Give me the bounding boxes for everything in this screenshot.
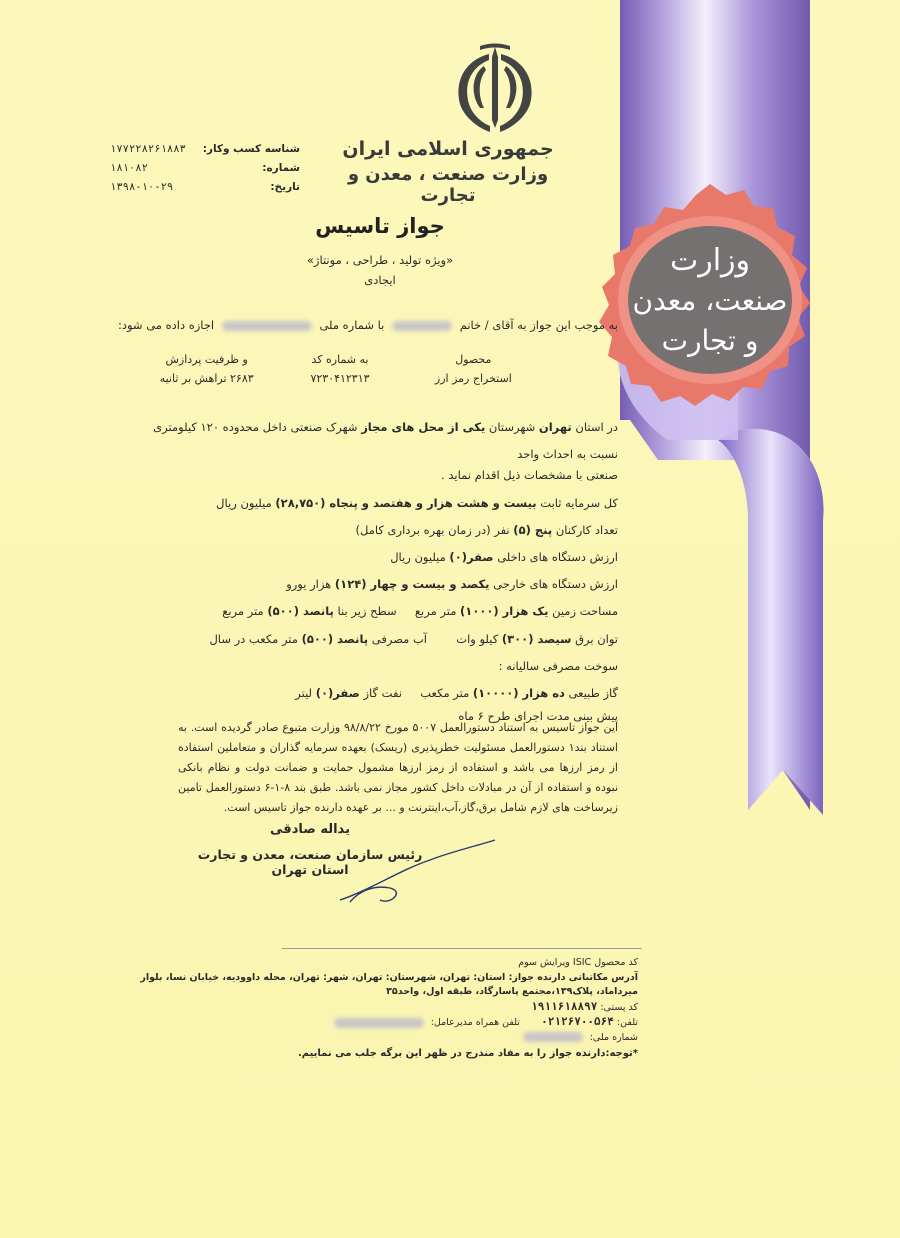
capital-line bbox=[138, 490, 618, 517]
grant-prefix: به موجب این جواز به آقای / خانم bbox=[459, 318, 618, 332]
domestic-unit: میلیون ریال bbox=[390, 550, 446, 565]
land-value: یک هزار (۱۰۰۰) bbox=[460, 604, 549, 619]
iran-emblem-icon bbox=[440, 42, 550, 142]
product-header: محصول bbox=[455, 353, 492, 366]
national-line bbox=[118, 1031, 638, 1046]
oil-unit: لیتر bbox=[295, 686, 313, 701]
power-line bbox=[138, 626, 618, 653]
postal-label: کد پستی: bbox=[600, 1001, 638, 1013]
location-line-2: صنعتی با مشخصات ذیل اقدام نماید . bbox=[441, 468, 618, 483]
domestic-label: ارزش دستگاه های داخلی bbox=[497, 550, 618, 565]
postal-line bbox=[118, 1000, 638, 1016]
foreign-unit: هزار یورو bbox=[286, 577, 332, 592]
land-label: مساحت زمین bbox=[552, 604, 618, 619]
location-text-1: در استان bbox=[575, 420, 618, 434]
postal-value: ۱۹۱۱۶۱۸۸۹۷ bbox=[531, 999, 598, 1013]
grant-sentence bbox=[118, 318, 618, 332]
republic-title: جمهوری اسلامی ایران bbox=[342, 138, 554, 160]
building-label: سطح زیر بنا bbox=[337, 604, 397, 619]
phone-value: ۰۲۱۲۶۷۰۰۵۶۴ bbox=[541, 1015, 614, 1028]
signature-block bbox=[180, 822, 440, 877]
seal-line-3: و تجارت bbox=[661, 324, 759, 357]
capital-value: بیست و هشت هزار و هفتصد و پنجاه (۲۸,۷۵۰) bbox=[275, 495, 537, 510]
product-table bbox=[140, 350, 540, 388]
location-text-3: شهرک صنعتی داخل محدوده ۱۲۰ کیلومتری نسبت به احداث واحد bbox=[153, 420, 618, 462]
capacity-column bbox=[140, 350, 273, 388]
province: تهران bbox=[538, 420, 572, 434]
license-details bbox=[138, 414, 618, 730]
phone-label: تلفن: bbox=[616, 1017, 638, 1028]
foreign-label: ارزش دستگاه های خارجی bbox=[493, 577, 618, 592]
foreign-value: یکصد و بیست و چهار (۱۲۴) bbox=[334, 577, 490, 592]
grant-mid: با شماره ملی bbox=[319, 318, 385, 332]
building-unit: متر مربع bbox=[222, 604, 264, 619]
redacted-national-id bbox=[222, 321, 312, 331]
power-label: توان برق bbox=[575, 631, 618, 646]
location-allowed: یکی از محل های مجاز bbox=[361, 420, 486, 434]
address-line: آدرس مکاتباتی دارنده جواز: استان: تهران، شهرستان: تهران، شهر: تهران، محله داوودیه، خیابان نسا، بلوار میرداماد، پلاک۱۳۹،مجتمع پاسارگاد، طبقه اول، واحد۳۵ bbox=[140, 971, 638, 997]
oil-label: نفت گاز bbox=[363, 686, 402, 701]
national-label: شماره ملی: bbox=[589, 1031, 638, 1043]
footer-note: *توجه:دارنده جواز را به مفاد مندرج در ظهر این برگه جلب می نماییم. bbox=[297, 1048, 638, 1059]
redacted-name bbox=[392, 321, 452, 331]
number-label: شماره: bbox=[262, 162, 300, 174]
water-label: آب مصرفی bbox=[371, 631, 428, 646]
seal-line-2: صنعت، معدن bbox=[632, 284, 788, 317]
document-subtitle bbox=[270, 250, 490, 290]
foreign-line bbox=[138, 571, 618, 598]
water-unit: متر مکعب در سال bbox=[209, 631, 298, 646]
footer-info bbox=[118, 956, 638, 1062]
gas-label: گاز طبیعی bbox=[568, 686, 618, 701]
land-line bbox=[138, 598, 618, 625]
code-value: ۷۲۳۰۴۱۲۳۱۳ bbox=[310, 372, 370, 385]
oil-value: صفر(۰) bbox=[315, 686, 360, 701]
gas-value: ده هزار (۱۰۰۰۰) bbox=[472, 686, 565, 701]
ministry-title: وزارت صنعت ، معدن و تجارت bbox=[347, 164, 549, 206]
workers-line bbox=[138, 517, 618, 544]
fuel-label: سوخت مصرفی سالیانه : bbox=[498, 658, 618, 673]
power-value: سیصد (۳۰۰) bbox=[501, 631, 572, 646]
location-line-1 bbox=[138, 414, 618, 468]
building-value: پانصد (۵۰۰) bbox=[267, 604, 334, 619]
code-header: به شماره کد bbox=[311, 353, 369, 366]
grant-suffix: اجازه داده می شود: bbox=[117, 318, 215, 332]
capital-label: کل سرمایه ثابت bbox=[540, 495, 618, 510]
document-type: ایجادی bbox=[364, 273, 396, 287]
water-value: پانصد (۵۰۰) bbox=[301, 631, 369, 646]
signatory-title: رئیس سازمان صنعت، معدن و تجارت استان تهران bbox=[197, 847, 423, 877]
location-text-2: شهرستان bbox=[488, 420, 536, 434]
subtitle-line: «ویژه تولید ، طراحی ، مونتاژ» bbox=[306, 253, 454, 267]
seal-line-1: وزارت bbox=[669, 243, 751, 278]
document-meta bbox=[110, 140, 300, 197]
isic-line: کد محصول ISIC ویرایش سوم bbox=[518, 957, 638, 968]
capacity-header: و ظرفیت پردازش bbox=[165, 353, 248, 366]
signatory-name: یداله صادقی bbox=[270, 822, 350, 837]
business-id-value: ۱۷۷۲۲۸۲۶۱۸۸۳ bbox=[110, 143, 186, 155]
product-value: استخراج رمز ارز bbox=[434, 372, 512, 385]
phone-line bbox=[118, 1015, 638, 1031]
workers-label: تعداد کارکنان bbox=[555, 522, 618, 537]
workers-value: پنج (۵) bbox=[513, 522, 553, 537]
date-label: تاریخ: bbox=[270, 181, 300, 193]
ministry-seal bbox=[575, 182, 845, 418]
gas-unit: متر مکعب bbox=[420, 686, 470, 701]
code-column bbox=[273, 350, 406, 388]
redacted-national bbox=[523, 1032, 583, 1042]
domestic-value: صفر(۰) bbox=[449, 550, 494, 565]
capacity-value: ۲۶۸۳ تراهش بر ثانیه bbox=[159, 372, 254, 385]
land-unit: متر مربع bbox=[414, 604, 457, 619]
duration-line: پیش بینی مدت اجرای طرح ۶ ماه bbox=[458, 709, 618, 724]
redacted-mobile bbox=[334, 1018, 424, 1028]
header-title-block bbox=[318, 138, 578, 206]
date-value: ۱۳۹۸-۱۰-۲۹ bbox=[110, 181, 174, 193]
legal-paragraph: این جواز تاسیس به استناد دستورالعمل ۵۰۰۷ مورخ ۹۸/۸/۲۲ وزارت متبوع صادر گردیده است. به استناد بند۱ دستورالعمل مسئولیت خطرپذیری (ریسک) بعهده سرمایه گذاران و متعاملین استفاده از رمز ارزها می باشد و استفاده از رمز ارزها مشمول حمایت و ضمانت دولت و نظام بانکی نبوده و استفاده از آن در مبادلات داخل کشور مجاز نمی باشد. طبق بند ۸-۱-۶ دستورالعمل تامین زیرساخت های لازم شامل برق،گاز،آب،اینترنت و ... بر عهده دارنده جواز تاسیس است. bbox=[178, 721, 619, 814]
power-unit: کیلو وات bbox=[456, 631, 499, 646]
capital-unit: میلیون ریال bbox=[216, 495, 272, 510]
footer-divider bbox=[282, 948, 642, 949]
domestic-line bbox=[138, 544, 618, 571]
document-title: جواز تاسیس bbox=[315, 214, 445, 238]
mobile-label: تلفن همراه مدیرعامل: bbox=[430, 1017, 520, 1028]
business-id-label: شناسه کسب وکار: bbox=[202, 143, 300, 155]
product-column bbox=[407, 350, 540, 388]
number-value: ۱۸۱۰۸۲ bbox=[110, 162, 148, 174]
workers-unit: نفر (در زمان بهره برداری کامل) bbox=[355, 522, 510, 537]
